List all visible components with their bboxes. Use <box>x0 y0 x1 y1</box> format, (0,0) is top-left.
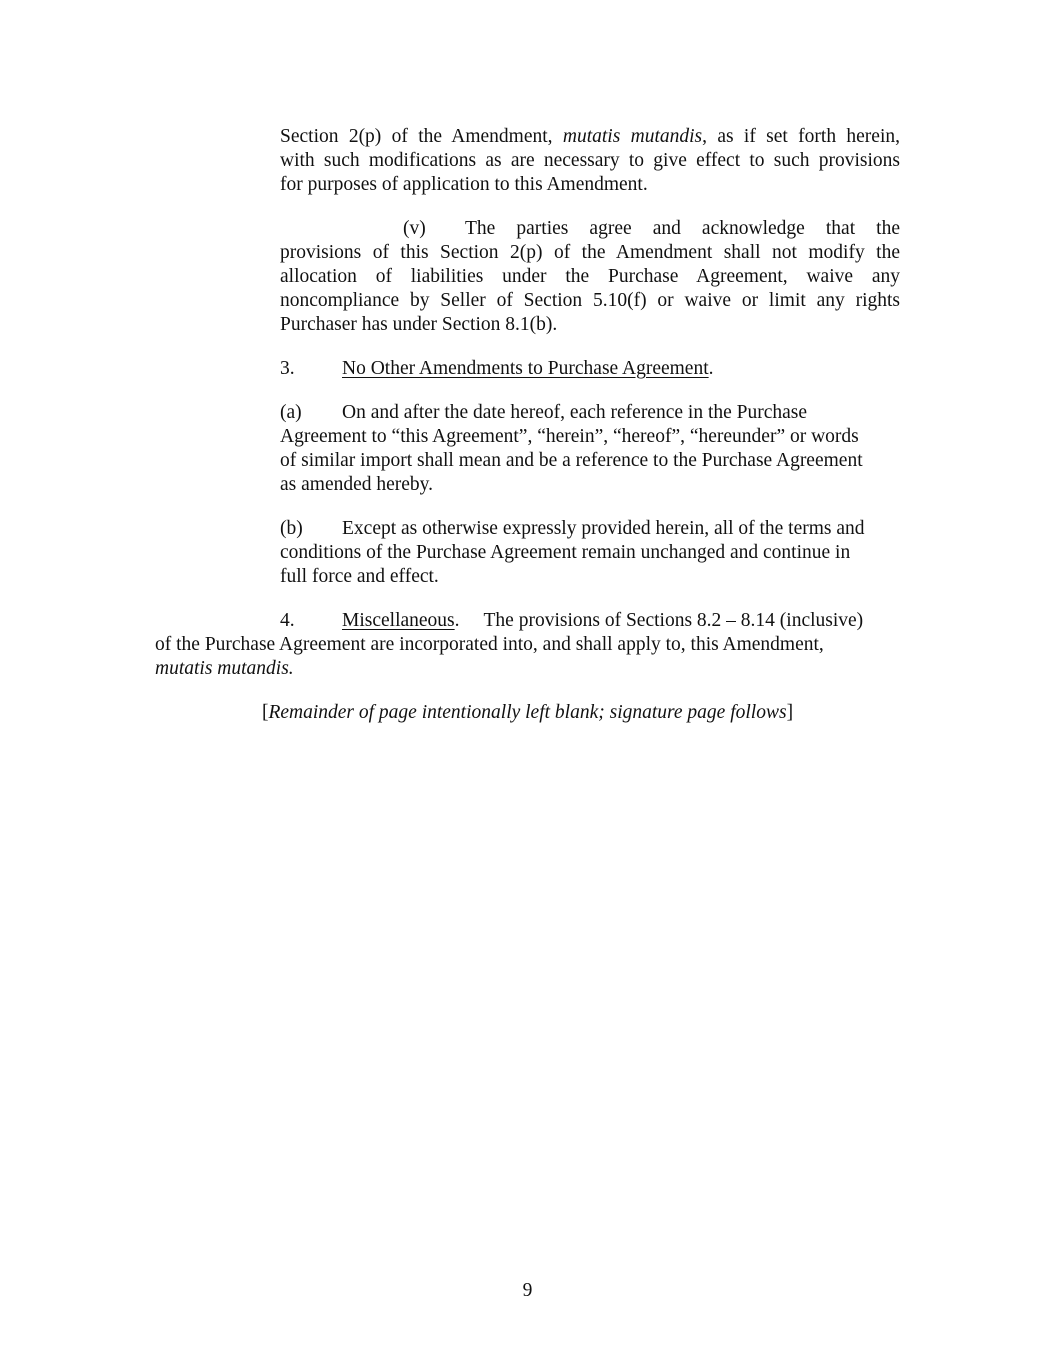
section-title: Miscellaneous <box>342 610 455 631</box>
section-number: 4. <box>280 610 295 631</box>
item-label: (v) <box>403 218 426 239</box>
paragraph-v <box>280 217 900 337</box>
text-span: . <box>708 358 714 379</box>
text-line <box>280 401 900 425</box>
italic-term: mutatis mutandis <box>562 126 703 147</box>
paragraph-a <box>280 401 900 497</box>
section-number: 3. <box>280 358 295 379</box>
text-line: of the Purchase Agreement are incorporated into, and shall apply to, this Amendment, <box>155 634 824 655</box>
text-line: for purposes of application to this Amendment. <box>280 174 648 195</box>
text-line: conditions of the Purchase Agreement remain unchanged and continue in <box>280 542 851 563</box>
text-line: of similar import shall mean and be a reference to the Purchase Agreement <box>280 450 863 471</box>
text-span: Except as otherwise expressly provided herein, all of the terms and <box>342 518 865 539</box>
section-3-heading <box>280 357 900 381</box>
text-span: , as if set forth herein, <box>702 126 900 147</box>
text-line <box>155 657 915 681</box>
paragraph-continuation <box>280 125 900 197</box>
item-label: (a) <box>280 402 302 423</box>
text-line <box>155 609 915 633</box>
remainder-note <box>0 701 1055 725</box>
text-span: The provisions of Sections 8.2 – 8.14 (inclusive) <box>483 610 864 631</box>
text-span: . <box>454 610 460 631</box>
bracket-close: ] <box>786 702 794 723</box>
item-label: (b) <box>280 518 303 539</box>
text-line: Purchaser has under Section 8.1(b). <box>280 314 558 335</box>
bracket-open: [ <box>261 702 269 723</box>
text-line: with such modifications as are necessary to give effect to such provisions <box>280 150 900 171</box>
text-span: On and after the date hereof, each reference in the Purchase <box>342 402 808 423</box>
text-line <box>280 517 900 541</box>
text-line: Agreement to “this Agreement”, “herein”, “hereof”, “hereunder” or words <box>280 426 859 447</box>
paragraph-b <box>280 517 900 589</box>
text-line <box>280 125 900 149</box>
text-line: noncompliance by Seller of Section 5.10(f) or waive or limit any rights <box>280 290 900 311</box>
text-line: allocation of liabilities under the Purchase Agreement, waive any <box>280 266 900 287</box>
text-line: full force and effect. <box>280 566 439 587</box>
text-line: as amended hereby. <box>280 474 434 495</box>
text-line: provisions of this Section 2(p) of the Amendment shall not modify the <box>280 242 900 263</box>
section-title: No Other Amendments to Purchase Agreement <box>342 358 709 379</box>
remainder-text: Remainder of page intentionally left blank; signature page follows <box>268 702 787 723</box>
section-4-paragraph <box>155 609 915 681</box>
text-span: The parties agree and acknowledge that the <box>465 218 900 239</box>
text-line <box>280 357 900 381</box>
text-line <box>280 217 900 241</box>
page-number: 9 <box>522 1280 533 1301</box>
text-span: Section 2(p) of the Amendment, <box>280 126 563 147</box>
italic-term: mutatis mutandis. <box>155 658 294 679</box>
